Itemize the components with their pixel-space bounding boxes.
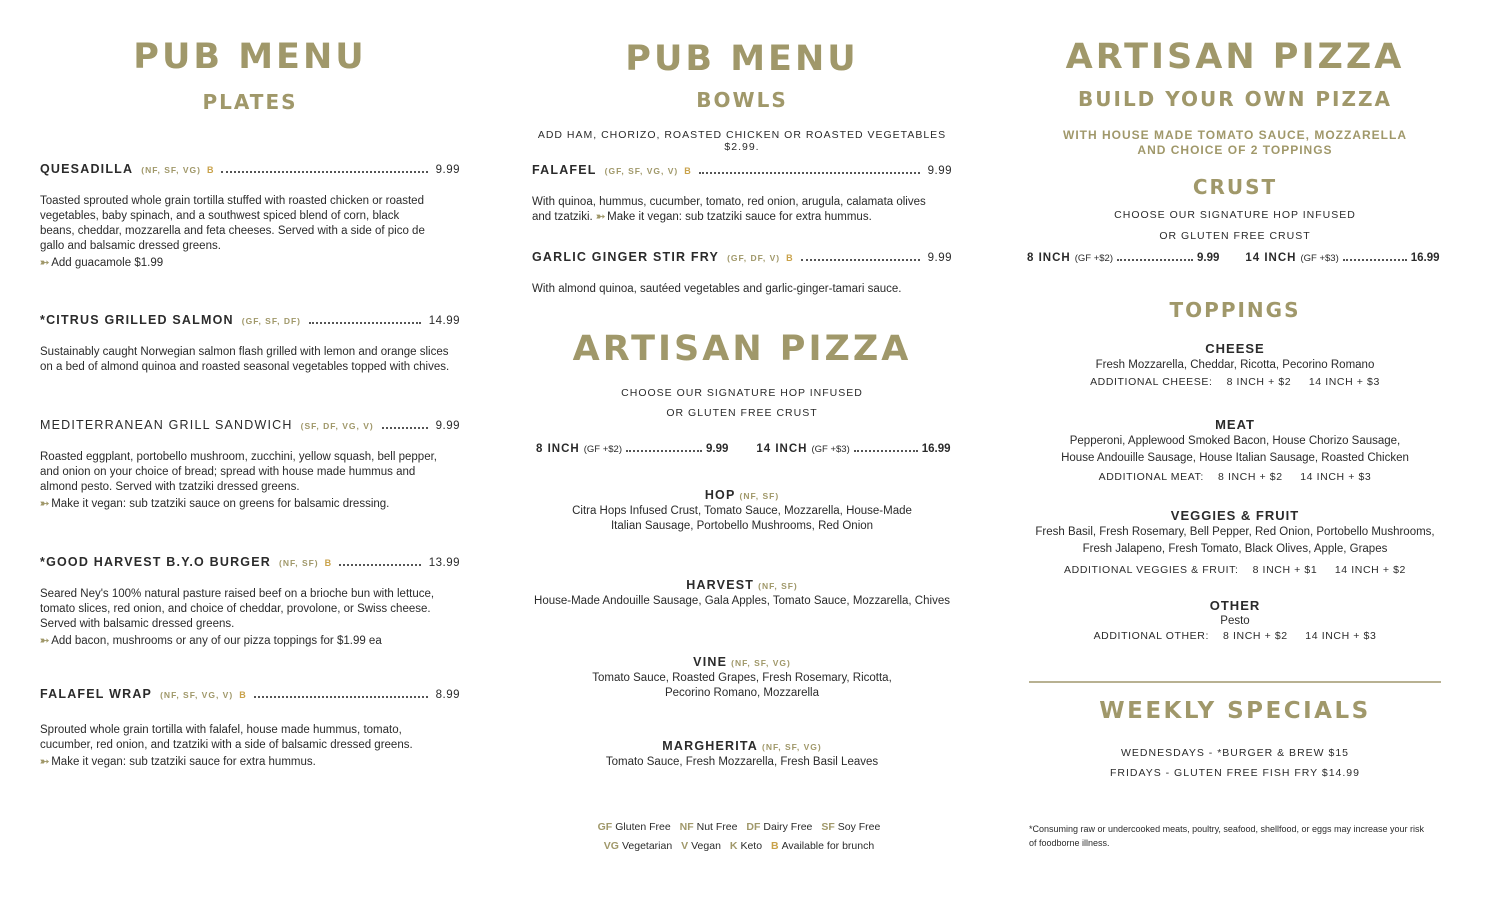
- topping-additional: ADDITIONAL OTHER: 8 INCH + $2 14 INCH + $3: [1093, 630, 1377, 642]
- leader-dots: [699, 172, 920, 174]
- pizza-title: ARTISAN PIZZA: [572, 329, 912, 369]
- item-note: ➳ Add guacamole $1.99: [40, 257, 164, 269]
- brunch-badge: B: [324, 558, 332, 568]
- leader-dots: [801, 259, 920, 261]
- bowls-subtitle: BOWLS: [696, 88, 788, 112]
- item-name: QUESADILLA: [40, 162, 134, 176]
- item-name: FALAFEL WRAP: [40, 687, 153, 701]
- topping-list: House Andouille Sausage, House Italian Sausage, Roasted Chicken: [1061, 452, 1409, 464]
- item-description: Toasted sprouted whole grain tortilla stuffed with roasted chicken or roasted vegetables, baby spinach, and a southwest spiced blend of corn, black beans, cheddar, mozzarella and feta cheeses. Served with a side of pico de gallo and balsamic dressed greens.: [40, 195, 425, 252]
- pizza-name: HARVEST: [686, 578, 755, 592]
- item-tags: (NF, SF, VG): [141, 165, 201, 175]
- pizza-desc-1: Tomato Sauce, Fresh Mozzarella, Fresh Basil Leaves: [605, 756, 879, 768]
- brunch-badge: B: [206, 165, 214, 175]
- arrow-icon: ➳: [40, 756, 48, 768]
- health-footnote: *Consuming raw or undercooked meats, poultry, seafood, shellfood, or eggs may increase your risk of foodborne illness.: [1029, 824, 1425, 848]
- item-tags: (GF, SF, DF): [241, 316, 301, 326]
- topping-list: Pepperoni, Applewood Smoked Bacon, House Chorizo Sausage,: [1069, 435, 1401, 447]
- topping-head: MEAT: [1215, 417, 1255, 432]
- arrow-icon: ➳: [40, 635, 48, 647]
- item-price: 8.99: [435, 689, 460, 701]
- leader-dots: [382, 427, 428, 429]
- leader-dots: [254, 696, 428, 698]
- byo-sub-2: AND CHOICE OF 2 TOPPINGS: [1137, 143, 1333, 157]
- item-tags: (GF, DF, V): [727, 253, 781, 263]
- pizza-tags: (NF, SF): [758, 581, 798, 591]
- leader-dots: [1117, 259, 1193, 261]
- item-description: Sprouted whole grain tortilla with falafel, house made hummus, tomato, cucumber, red onion, and tzatziki with a side of balsamic dressed greens.: [40, 724, 413, 751]
- arrow-icon: ➳: [595, 211, 604, 223]
- byo-subtitle: BUILD YOUR OWN PIZZA: [1078, 87, 1392, 111]
- special-friday: FRIDAYS - GLUTEN FREE FISH FRY $14.99: [1110, 767, 1360, 779]
- topping-list: Fresh Basil, Fresh Rosemary, Bell Pepper, Red Onion, Portobello Mushrooms,: [1035, 526, 1435, 538]
- pizza-item: [532, 655, 952, 701]
- item-price: 9.99: [435, 420, 460, 432]
- item-description: Seared Ney's 100% natural pasture raised beef on a brioche bun with lettuce, tomato slices, red onion, and choice of cheddar, provolone, or Swiss cheese. Served with balsamic dressed greens.: [40, 588, 435, 630]
- size-price: 9.99: [705, 443, 729, 455]
- leader-dots: [221, 171, 427, 173]
- menu-item: [532, 162, 952, 225]
- item-name: MEDITERRANEAN GRILL SANDWICH: [40, 418, 293, 432]
- pizza-tags: (NF, SF, VG): [762, 742, 822, 752]
- item-description: With quinoa, hummus, cucumber, tomato, red onion, arugula, calamata olives and tzatziki. ➳ Make it vegan: sub tzatziki sauce for extra hummus.: [532, 196, 926, 223]
- menu-item: [40, 554, 460, 649]
- item-note: ➳ Make it vegan: sub tzatziki sauce on greens for balsamic dressing.: [40, 498, 390, 510]
- item-name: GARLIC GINGER STIR FRY: [532, 250, 720, 264]
- pizza-desc-2: Italian Sausage, Portobello Mushrooms, Red Onion: [610, 520, 874, 532]
- topping-list: Pesto: [1220, 615, 1250, 627]
- topping-group-other: [1025, 598, 1445, 644]
- leader-dots: [626, 450, 702, 452]
- crust-line-2: OR GLUTEN FREE CRUST: [1159, 230, 1311, 242]
- item-note: ➳ Add bacon, mushrooms or any of our pizza toppings for $1.99 ea: [40, 635, 382, 647]
- pizza-item: [532, 739, 952, 770]
- size-label: 14 INCH: [756, 443, 808, 455]
- toppings-title: TOPPINGS: [1169, 298, 1301, 322]
- leader-dots: [854, 450, 918, 452]
- section-divider: [1029, 681, 1441, 683]
- item-tags: (SF, DF, VG, V): [300, 421, 374, 431]
- topping-head: VEGGIES & FRUIT: [1170, 508, 1300, 523]
- item-price: 9.99: [927, 252, 952, 264]
- menu-item: [40, 312, 460, 375]
- pizza-tags: (NF, SF): [739, 491, 780, 501]
- topping-head: OTHER: [1209, 598, 1261, 613]
- item-description: With almond quinoa, sautéed vegetables and garlic-ginger-tamari sauce.: [532, 283, 902, 295]
- bowls-title: PUB MENU: [625, 39, 859, 79]
- size-price: 16.99: [921, 443, 951, 455]
- topping-head: CHEESE: [1205, 341, 1265, 356]
- topping-additional: ADDITIONAL VEGGIES & FRUIT: 8 INCH + $1 14 INCH + $2: [1064, 564, 1406, 576]
- topping-group-cheese: [1025, 341, 1445, 390]
- byo-sub-1: WITH HOUSE MADE TOMATO SAUCE, MOZZARELLA: [1063, 128, 1407, 142]
- item-description: Sustainably caught Norwegian salmon flash grilled with lemon and orange slices on a bed of almond quinoa and roasted seasonal vegetables topped with chives.: [40, 346, 450, 373]
- item-price: 13.99: [428, 557, 460, 569]
- bowls-addon: ADD HAM, CHORIZO, ROASTED CHICKEN OR ROASTED VEGETABLES $2.99.: [537, 129, 947, 153]
- leader-dots: [339, 564, 421, 566]
- pizza-name: VINE: [693, 655, 728, 669]
- pizza-item: [532, 488, 952, 534]
- pizza-item: [532, 578, 952, 609]
- byo-title: ARTISAN PIZZA: [1065, 37, 1405, 77]
- pizza-tags: (NF, SF, VG): [731, 658, 791, 668]
- menu-item: [532, 249, 952, 297]
- item-tags: (NF, SF): [279, 558, 319, 568]
- plates-subtitle: PLATES: [202, 90, 298, 114]
- menu-item: [40, 686, 460, 770]
- pizza-desc-1: House-Made Andouille Sausage, Gala Apples, Tomato Sauce, Mozzarella, Chives: [534, 595, 950, 607]
- size-label: 14 INCH: [1245, 252, 1297, 264]
- pizza-name: HOP: [704, 488, 736, 502]
- brunch-badge: B: [786, 253, 793, 263]
- size-price: 9.99: [1196, 252, 1220, 264]
- item-name: *CITRUS GRILLED SALMON: [40, 313, 234, 327]
- arrow-icon: ➳: [40, 257, 48, 269]
- size-gf: (GF +$2): [583, 444, 622, 455]
- topping-group-meat: [1025, 417, 1445, 485]
- item-name: *GOOD HARVEST B.Y.O BURGER: [40, 555, 271, 569]
- topping-additional: ADDITIONAL CHEESE: 8 INCH + $2 14 INCH + $3: [1090, 376, 1380, 388]
- menu-item: [40, 417, 460, 512]
- leader-dots: [309, 322, 421, 324]
- special-wednesday: WEDNESDAYS - *BURGER & BREW $15: [1120, 747, 1349, 759]
- pizza-desc-1: Citra Hops Infused Crust, Tomato Sauce, Mozzarella, House-Made: [572, 505, 912, 517]
- topping-additional: ADDITIONAL MEAT: 8 INCH + $2 14 INCH + $3: [1098, 471, 1372, 483]
- item-tags: (NF, SF, VG, V): [160, 690, 234, 700]
- leader-dots: [1343, 259, 1407, 261]
- item-price: 14.99: [428, 315, 460, 327]
- item-price: 9.99: [927, 165, 952, 177]
- item-price: 9.99: [435, 164, 460, 176]
- size-gf: (GF +$2): [1074, 253, 1113, 264]
- size-price: 16.99: [1410, 252, 1440, 264]
- size-label: 8 INCH: [1027, 252, 1071, 264]
- item-description: Roasted eggplant, portobello mushroom, zucchini, yellow squash, bell pepper, and onion on your choice of bread; spread with house made hummus and almond pesto. Served with tzatziki dressed greens.: [40, 451, 437, 493]
- arrow-icon: ➳: [40, 498, 48, 510]
- topping-list: Fresh Jalapeno, Fresh Tomato, Black Olives, Apple, Grapes: [1082, 543, 1388, 555]
- plates-title: PUB MENU: [133, 37, 367, 77]
- crust-line-1: CHOOSE OUR SIGNATURE HOP INFUSED: [1114, 209, 1356, 221]
- pizza-desc-1: Tomato Sauce, Roasted Grapes, Fresh Rosemary, Ricotta,: [592, 672, 892, 684]
- brunch-badge: B: [239, 690, 246, 700]
- topping-group-veggies: [1025, 508, 1445, 578]
- dietary-legend: GF Gluten Free NF Nut Free DF Dairy Free SF Soy Free VG Vegetarian V Vegan K Keto B Available for brunch: [597, 821, 881, 852]
- crust-title: CRUST: [1192, 175, 1278, 199]
- pizza-desc-2: Pecorino Romano, Mozzarella: [664, 687, 820, 699]
- crust-line-2: OR GLUTEN FREE CRUST: [666, 407, 818, 419]
- brunch-badge: B: [684, 166, 691, 176]
- topping-list: Fresh Mozzarella, Cheddar, Ricotta, Pecorino Romano: [1095, 359, 1375, 371]
- pizza-sizes: [536, 443, 952, 455]
- size-gf: (GF +$3): [811, 444, 850, 455]
- item-note: ➳ Make it vegan: sub tzatziki sauce for extra hummus.: [40, 756, 316, 768]
- byo-sizes: [1027, 252, 1445, 264]
- menu-item: [40, 161, 460, 271]
- specials-title: WEEKLY SPECIALS: [1099, 698, 1371, 724]
- item-name: FALAFEL: [532, 163, 597, 177]
- size-label: 8 INCH: [536, 443, 580, 455]
- size-gf: (GF +$3): [1300, 253, 1339, 264]
- item-tags: (GF, SF, VG, V): [604, 166, 679, 176]
- pizza-name: MARGHERITA: [662, 739, 759, 753]
- crust-line-1: CHOOSE OUR SIGNATURE HOP INFUSED: [621, 387, 863, 399]
